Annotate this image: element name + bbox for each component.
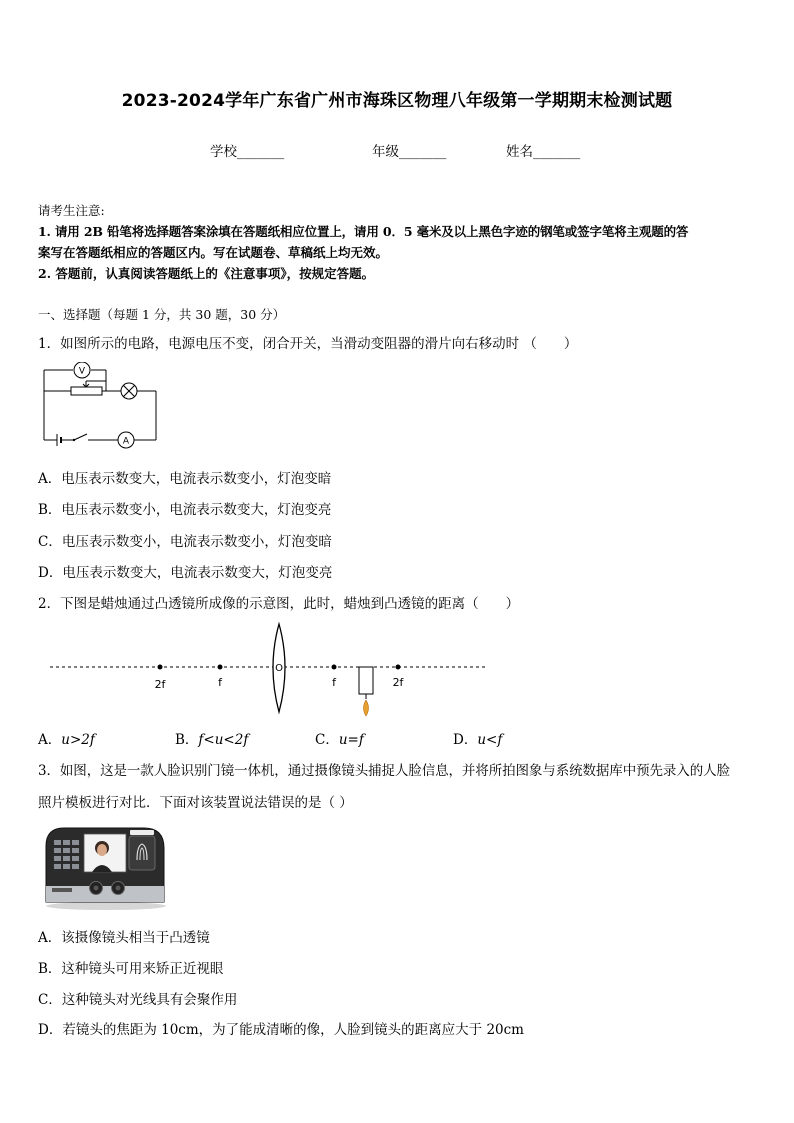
q1-option-a: A．电压表示数变大，电流表示数变小，灯泡变暗	[38, 471, 332, 487]
section-heading: 一、选择题（每题 1 分，共 30 题，30 分）	[38, 307, 286, 322]
name-field: 姓名_______	[506, 144, 581, 160]
label-f-right: f	[332, 676, 336, 689]
label-f-left: f	[218, 676, 222, 689]
flame-icon	[364, 700, 369, 716]
notice-line-1: 1. 请用 2B 铅笔将选择题答案涂填在答题纸相应位置上，请用 0．5 毫米及以上黑色字迹的钢笔或签字笔将主观题的答	[38, 224, 689, 239]
notice-line-1-cont: 案写在答题纸相应的答题区内。写在试题卷、草稿纸上均无效。	[38, 245, 389, 260]
q2-option-a: A．u>2f	[38, 732, 95, 748]
school-field: 学校_______	[210, 144, 285, 160]
point-f-right	[332, 665, 337, 670]
q3-option-d: D．若镜头的焦距为 10cm，为了能成清晰的像，人脸到镜头的距离应大于 20cm	[38, 1022, 524, 1038]
q2-option-d: D．u<f	[453, 732, 503, 748]
q3-stem-line-1: 3．如图，这是一款人脸识别门镜一体机，通过摄像镜头捕捉人脸信息，并将所拍图象与系统数据库中预先录入的人脸	[38, 763, 730, 779]
rheostat-icon	[71, 387, 102, 395]
voltmeter-label: V	[78, 366, 86, 377]
notice-heading: 请考生注意:	[38, 203, 105, 218]
q3-option-a: A．该摄像镜头相当于凸透镜	[38, 930, 210, 946]
q2-lens-diagram	[46, 620, 492, 720]
q3-face-recognition-device-image	[40, 822, 168, 912]
point-2f-left	[158, 665, 163, 670]
q1-option-b: B．电压表示数变小，电流表示数变大，灯泡变亮	[38, 502, 332, 518]
lens-center-label: O	[275, 663, 283, 674]
point-f-left	[218, 665, 223, 670]
notice-line-2: 2. 答题前，认真阅读答题纸上的《注意事项》，按规定答题。	[38, 266, 375, 281]
label-2f-left: 2f	[154, 678, 166, 691]
q1-option-d: D．电压表示数变大，电流表示数变大，灯泡变亮	[38, 565, 333, 581]
q3-stem-line-2: 照片模板进行对比．下面对该装置说法错误的是（ ）	[38, 795, 353, 811]
grade-field: 年级_______	[372, 144, 447, 160]
q2-option-b: B．f<u<2f	[175, 732, 249, 748]
q1-circuit-diagram	[40, 362, 162, 452]
q2-stem: 2．下图是蜡烛通过凸透镜所成像的示意图，此时，蜡烛到凸透镜的距离（ ）	[38, 596, 520, 612]
q1-option-c: C．电压表示数变小，电流表示数变小，灯泡变暗	[38, 534, 332, 550]
label-2f-right: 2f	[392, 676, 404, 689]
q1-stem: 1．如图所示的电路，电源电压不变，闭合开关，当滑动变阻器的滑片向右移动时 （ ）	[38, 336, 578, 352]
q3-option-b: B．这种镜头可用来矫正近视眼	[38, 961, 224, 977]
q2-option-c: C．u=f	[315, 732, 364, 748]
page-title: 2023-2024学年广东省广州市海珠区物理八年级第一学期期末检测试题	[121, 91, 673, 111]
point-2f-right	[396, 665, 401, 670]
ammeter-label: A	[122, 436, 130, 447]
fingerprint-panel	[129, 836, 155, 870]
q3-option-c: C．这种镜头对光线具有会聚作用	[38, 992, 238, 1008]
candle-icon	[359, 667, 373, 694]
